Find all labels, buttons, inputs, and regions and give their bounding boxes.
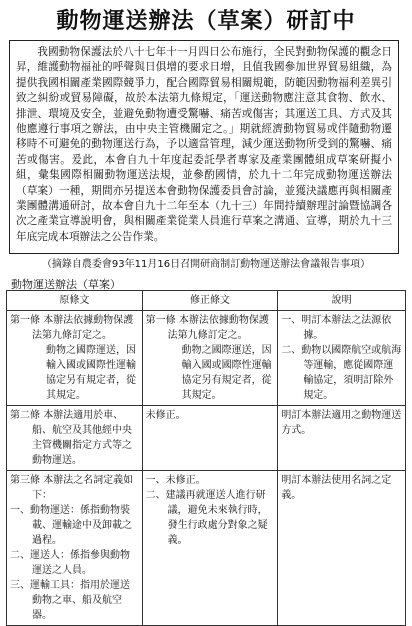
- excerpt-note: （摘錄自農委會93年11月16日召開研商制訂動物運送辦法會議報告事項）: [41, 259, 371, 270]
- article-label: 第一條: [10, 315, 40, 326]
- article-item: [10, 408, 139, 468]
- revised-cell: [142, 311, 278, 406]
- article-text: 本辦法適用於車、船、航空及其他經中央主管機關指定方式等之動物運送。: [32, 410, 132, 466]
- article-label: 第三條: [10, 475, 40, 486]
- table-row: [7, 311, 406, 406]
- note-cell: [278, 406, 406, 471]
- item-text: 未修正。: [165, 475, 206, 486]
- item-label: 三、: [10, 580, 30, 591]
- revised-cell: [142, 406, 278, 471]
- article-item: [146, 343, 275, 403]
- article-item: [10, 313, 139, 343]
- intro-paragraph: 我國動物保護法於八十七年十一月四日公布施行，全民對動物保護的觀念日昇，維護動物福祉的呼聲與日俱增的要求日增，且值我國參加世界貿易組織，為提供我國相關產業國際競爭力，配合國際貿易相關規範，防範因動物福利差異引致之糾紛或貿易障礙，故於本法第九條規定，「運送動物應注意其食物、飲水、排泄、環境及安全，並避免動物遭受驚嚇、痛苦或傷害；其運送工具、方式及其他應遵行事項之辦法，由中央主管機關定之。」期就經濟動物貿易或伴隨動物遷移時不可避免的動物運送行為，予以適當管理，減少運送動物所受到的驚嚇、痛苦或傷害。爰此，本會自九十年度起委託學者專家及產業團體組成草案研擬小組，彙集國際相關動物運送法規，並參酌國情，於九十二年完成動物運送辦法（草案）一種，期間亦另提送本會動物保護委員會討論，並獲決議應再與相關產業團體溝通研討，故本會自九十二年至本（九十三）年間持續辦理討論暨協調各次之產業宣導說明會，與相關產業從業人員進行草案之溝通、宣導，期於九十三年底完成本項辦法之公告作業。: [9, 40, 399, 254]
- item-text: 運送人：係指參與動物運送之人員。: [30, 550, 130, 576]
- note-item: 明訂本辦法使用名詞之定義。: [281, 475, 392, 501]
- item-text: 動物運送：係指動物裝載、運輸途中及卸載之過程。: [30, 505, 132, 546]
- item-label: 二、: [10, 550, 30, 561]
- article-label: 第二條: [10, 410, 40, 421]
- article-text: 動物之國際運送，因輸入國或國際性運輸協定另有規定者，從其規定。: [46, 345, 136, 401]
- note-item: 二、動物以國際航空或航海等運輸，應從國際運輸協定，須明訂除外規定。: [281, 345, 402, 401]
- definition-item: [10, 503, 139, 548]
- comparison-table: [6, 290, 406, 626]
- table-header-row: [7, 291, 406, 311]
- item-label: 二、: [145, 490, 166, 501]
- article-label: 第一條: [145, 315, 176, 326]
- note-item: 明訂本辦法適用之動物運送方式。: [281, 410, 402, 436]
- article-item: [10, 473, 139, 503]
- column-header: 說明: [278, 291, 406, 311]
- original-cell: [7, 471, 143, 626]
- revision-item: [146, 473, 275, 488]
- article-text: 未修正。: [145, 410, 186, 421]
- original-cell: [7, 406, 143, 471]
- page-title: 動物運送辦法（草案）研訂中: [56, 9, 356, 34]
- article-item: [146, 313, 275, 343]
- article-text: 本辦法之名詞定義如下：: [32, 475, 134, 501]
- item-label: 一、: [10, 505, 30, 516]
- article-text: 本辦法依據動物保護法第九條訂定之。: [32, 315, 134, 341]
- article-text: 本辦法依據動物保護法第九條訂定之。: [167, 315, 269, 341]
- article-item: [10, 343, 139, 403]
- original-cell: [7, 311, 143, 406]
- table-row: [7, 471, 406, 626]
- definition-item: [10, 578, 139, 623]
- table-row: [7, 406, 406, 471]
- note-item: 一、明訂本辦法之法源依據。: [281, 315, 392, 341]
- article-text: 動物之國際運送，因輸入國或國際性運輸協定另有規定者，從其規定。: [181, 345, 272, 401]
- revision-item: [146, 488, 275, 548]
- column-header: 原條文: [7, 291, 143, 311]
- note-cell: [278, 311, 406, 406]
- definition-item: [10, 548, 139, 578]
- item-text: 運輸工具：指用於運送動物之車、船及航空器。: [30, 580, 130, 621]
- item-text: 建議再就運送人進行研議，避免未來執行時，發生行政處分對象之疑義。: [165, 490, 268, 546]
- column-header: 修正條文: [142, 291, 278, 311]
- revised-cell: [142, 471, 278, 626]
- item-label: 一、: [145, 475, 166, 486]
- note-cell: [278, 471, 406, 626]
- section-title: 動物運送辦法（草案）: [11, 278, 121, 291]
